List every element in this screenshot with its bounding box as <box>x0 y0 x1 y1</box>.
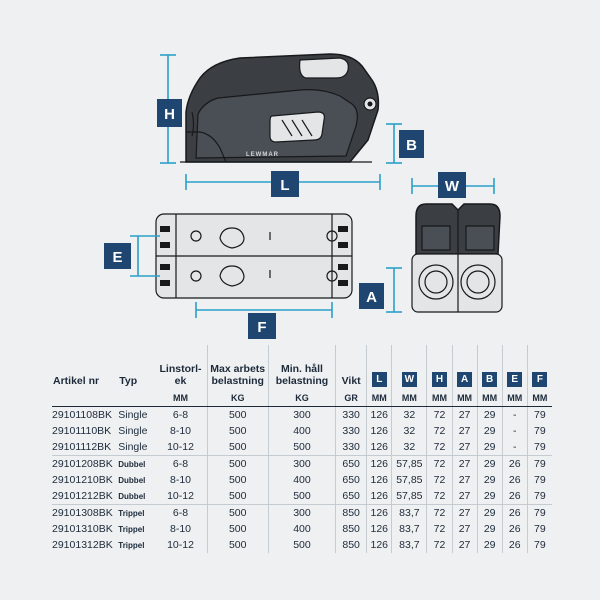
cell-vikt: 850 <box>336 537 367 553</box>
cell-f: 79 <box>527 472 552 488</box>
cell-b: 29 <box>477 488 502 505</box>
cell-typ: Single <box>118 409 148 421</box>
cell-w: 32 <box>392 423 427 439</box>
cell-max: 500 <box>207 472 268 488</box>
cell-w: 83,7 <box>392 521 427 537</box>
cell-l: 126 <box>367 472 392 488</box>
header-l-cell <box>367 345 392 390</box>
unit-artikel <box>52 390 118 407</box>
cell-max: 500 <box>207 439 268 456</box>
cell-l: 126 <box>367 505 392 522</box>
cell-e: 26 <box>502 488 527 505</box>
unit-f: MM <box>527 390 552 407</box>
cell-a: 27 <box>452 488 477 505</box>
cell-e: 26 <box>502 505 527 522</box>
header-f-cell <box>527 345 552 390</box>
dimension-b <box>386 124 424 163</box>
cell-max: 500 <box>207 488 268 505</box>
cell-f: 79 <box>527 407 552 424</box>
cell-art: 29101212BK <box>52 488 118 505</box>
header-w: W <box>402 372 417 387</box>
cell-l: 126 <box>367 456 392 473</box>
cell-min: 400 <box>268 521 335 537</box>
header-b-cell <box>477 345 502 390</box>
cell-vikt: 330 <box>336 423 367 439</box>
unit-b: MM <box>477 390 502 407</box>
table-row <box>52 537 552 553</box>
cell-min: 300 <box>268 407 335 424</box>
cell-art: 29101312BK <box>52 539 113 551</box>
cell-vikt: 650 <box>336 472 367 488</box>
cell-w: 57,85 <box>392 472 427 488</box>
cell-a: 27 <box>452 472 477 488</box>
cell-e: 26 <box>502 521 527 537</box>
cell-min: 400 <box>268 423 335 439</box>
cell-b: 29 <box>477 472 502 488</box>
brand-logo: LEWMAR <box>246 152 279 158</box>
cell-art: 29101208BK <box>52 458 113 470</box>
cell-l: 126 <box>367 423 392 439</box>
cell-l: 126 <box>367 439 392 456</box>
dimension-a <box>359 268 402 312</box>
cell-a: 27 <box>452 521 477 537</box>
cell-a: 27 <box>452 439 477 456</box>
cell-a: 27 <box>452 456 477 473</box>
cell-f: 79 <box>527 423 552 439</box>
cell-lin: 10-12 <box>167 539 194 551</box>
table-unit-row <box>52 390 552 407</box>
header-typ: Typ <box>119 375 138 387</box>
dimension-w <box>412 172 494 198</box>
cell-max: 500 <box>207 407 268 424</box>
table-row <box>52 439 552 456</box>
front-view <box>412 204 502 312</box>
cell-typ: Trippel <box>118 524 145 534</box>
cell-vikt: 650 <box>336 488 367 505</box>
cell-art: 29101308BK <box>52 507 113 519</box>
cell-art: 29101310BK <box>52 523 113 535</box>
header-vikt: Vikt <box>336 345 367 390</box>
cell-b: 29 <box>477 407 502 424</box>
cell-art: 29101112BK <box>52 439 118 456</box>
dimension-l <box>186 171 380 197</box>
spec-table <box>52 345 552 553</box>
header-min: Min. håll belastning <box>268 345 335 390</box>
unit-w: MM <box>392 390 427 407</box>
cell-f: 79 <box>527 505 552 522</box>
cell-max: 500 <box>207 456 268 473</box>
label-e: E <box>112 249 123 266</box>
unit-min: KG <box>268 390 335 407</box>
header-w-cell <box>392 345 427 390</box>
cell-l: 126 <box>367 537 392 553</box>
cell-max: 500 <box>207 423 268 439</box>
cell-typ: Dubbel <box>118 488 154 505</box>
table-row <box>52 423 552 439</box>
cell-art: 29101110BK <box>52 425 112 437</box>
cell-w: 32 <box>392 439 427 456</box>
header-f: F <box>532 372 547 387</box>
cell-h: 72 <box>427 456 452 473</box>
label-f: F <box>257 319 267 336</box>
cell-a: 27 <box>452 505 477 522</box>
table-row <box>52 407 552 424</box>
cell-min: 500 <box>268 488 335 505</box>
cell-f: 79 <box>527 488 552 505</box>
cell-w: 83,7 <box>392 505 427 522</box>
cell-h: 72 <box>427 505 452 522</box>
unit-l: MM <box>367 390 392 407</box>
dimension-e <box>104 236 160 276</box>
cell-h: 72 <box>427 488 452 505</box>
cell-min: 500 <box>268 537 335 553</box>
cell-lin: 10-12 <box>154 439 207 456</box>
cell-lin: 6-8 <box>172 409 189 421</box>
header-h-cell <box>427 345 452 390</box>
cell-typ: Trippel <box>118 508 145 518</box>
label-h: H <box>164 106 175 123</box>
header-a: A <box>457 372 472 387</box>
cell-lin: 10-12 <box>154 488 207 505</box>
header-artikel: Artikel nr <box>53 375 100 387</box>
cell-max: 500 <box>207 521 268 537</box>
cell-min: 300 <box>268 505 335 522</box>
cell-a: 27 <box>452 537 477 553</box>
cell-e: - <box>502 439 527 456</box>
header-e: E <box>507 372 522 387</box>
cell-b: 29 <box>477 521 502 537</box>
header-linstorlek: Linstorl-ek <box>159 363 202 387</box>
cell-max: 500 <box>207 505 268 522</box>
table-body <box>52 407 552 554</box>
cell-f: 79 <box>527 537 552 553</box>
cell-lin: 8-10 <box>169 474 191 486</box>
cell-vikt: 650 <box>336 456 367 473</box>
cell-typ: Single <box>118 439 154 456</box>
cell-w: 57,85 <box>392 456 427 473</box>
cell-a: 27 <box>452 407 477 424</box>
cell-a: 27 <box>452 423 477 439</box>
cell-typ: Single <box>118 425 148 437</box>
header-h: H <box>432 372 447 387</box>
header-l: L <box>372 372 387 387</box>
unit-typ <box>118 390 154 407</box>
cell-art: 29101210BK <box>52 474 113 486</box>
cell-h: 72 <box>427 407 452 424</box>
table-row <box>52 505 552 522</box>
cell-e: 26 <box>502 472 527 488</box>
cell-e: - <box>502 407 527 424</box>
cell-art: 29101108BK <box>52 409 112 421</box>
cell-l: 126 <box>367 521 392 537</box>
dimension-f <box>196 302 332 339</box>
cell-vikt: 330 <box>336 407 367 424</box>
unit-e: MM <box>502 390 527 407</box>
cell-lin: 6-8 <box>172 458 189 470</box>
unit-h: MM <box>427 390 452 407</box>
cell-min: 500 <box>268 439 335 456</box>
table-row <box>52 521 552 537</box>
cell-e: 26 <box>502 456 527 473</box>
top-view <box>156 214 352 298</box>
cell-b: 29 <box>477 423 502 439</box>
cell-h: 72 <box>427 423 452 439</box>
cell-typ: Dubbel <box>118 475 146 485</box>
cell-min: 300 <box>268 456 335 473</box>
cell-f: 79 <box>527 521 552 537</box>
unit-a: MM <box>452 390 477 407</box>
cell-typ: Dubbel <box>118 459 146 469</box>
cell-b: 29 <box>477 456 502 473</box>
header-max: Max arbets belastning <box>207 345 268 390</box>
cell-f: 79 <box>527 439 552 456</box>
cell-h: 72 <box>427 439 452 456</box>
cell-lin: 8-10 <box>169 425 191 437</box>
cell-h: 72 <box>427 537 452 553</box>
unit-vikt: GR <box>336 390 367 407</box>
cell-l: 126 <box>367 488 392 505</box>
cell-max: 500 <box>207 537 268 553</box>
cell-min: 400 <box>268 472 335 488</box>
unit-max: KG <box>207 390 268 407</box>
cell-h: 72 <box>427 521 452 537</box>
label-l: L <box>280 177 290 194</box>
table-row <box>52 488 552 505</box>
table-header-row <box>52 345 552 390</box>
cell-lin: 8-10 <box>169 523 191 535</box>
cell-w: 83,7 <box>392 537 427 553</box>
table-row <box>52 472 552 488</box>
cell-e: - <box>502 423 527 439</box>
cell-w: 57,85 <box>392 488 427 505</box>
header-b: B <box>482 372 497 387</box>
cell-lin: 6-8 <box>172 507 189 519</box>
cell-l: 126 <box>367 407 392 424</box>
cell-b: 29 <box>477 505 502 522</box>
cell-w: 32 <box>392 407 427 424</box>
side-view <box>180 54 378 162</box>
header-e-cell <box>502 345 527 390</box>
unit-linstorlek: MM <box>154 390 207 407</box>
cell-b: 29 <box>477 439 502 456</box>
cell-typ: Trippel <box>118 540 145 550</box>
table-row <box>52 456 552 473</box>
label-a: A <box>366 289 377 306</box>
header-a-cell <box>452 345 477 390</box>
cell-vikt: 850 <box>336 505 367 522</box>
cell-h: 72 <box>427 472 452 488</box>
cell-e: 26 <box>502 537 527 553</box>
dimension-h <box>157 55 182 163</box>
cell-vikt: 850 <box>336 521 367 537</box>
cell-vikt: 330 <box>336 439 367 456</box>
label-b: B <box>406 137 417 154</box>
label-w: W <box>444 178 460 195</box>
cell-b: 29 <box>477 537 502 553</box>
cell-f: 79 <box>527 456 552 473</box>
